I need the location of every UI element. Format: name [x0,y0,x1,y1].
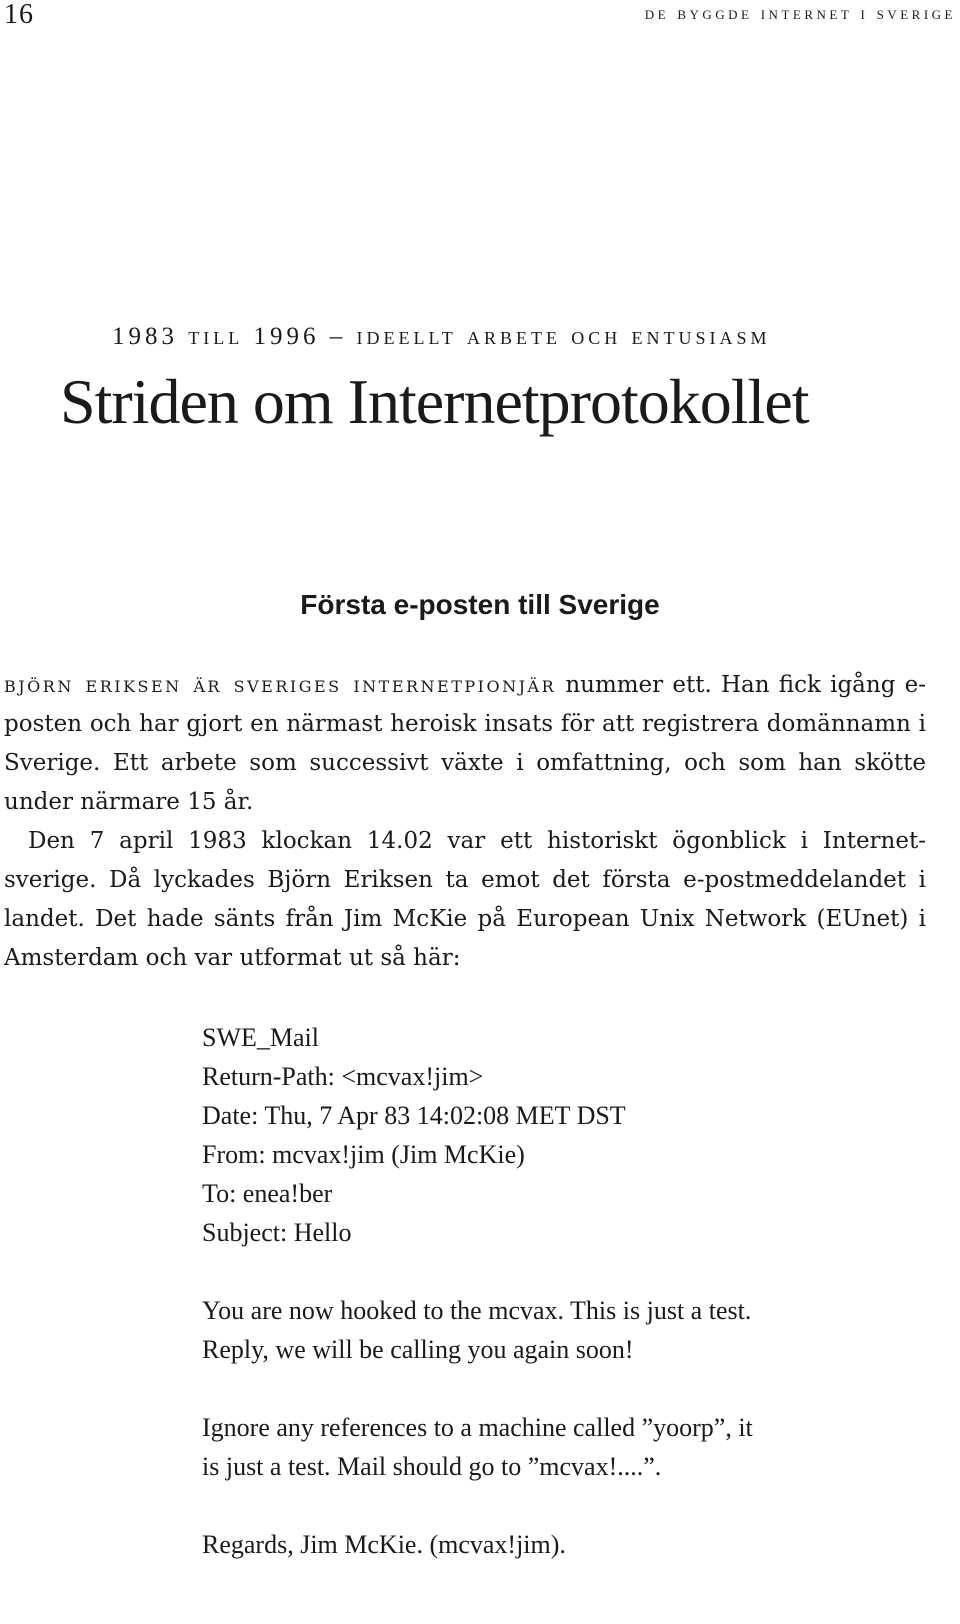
email-signature: Regards, Jim McKie. (mcvax!jim). [202,1530,566,1559]
email-blank-line [202,1486,922,1525]
paragraph-lead-in: björn eriksen är sveriges internetpionjär [4,672,557,698]
section-subheading: Första e-posten till Sverige [300,589,660,620]
page-number: 16 [4,0,34,30]
paragraph-first-email: Den 7 april 1983 klockan 14.02 var ett historiskt ögonblick i Internetsverige. Då lyckades Björn Eriksen ta emot det första e-postmeddelandet i landet. Det hade sänts från Jim McKie på European Unix Network (EUnet) i Amsterdam och var utformat ut så här: [4,828,926,971]
email-body-line: Ignore any references to a machine called ”yoorp”, it [202,1413,753,1442]
email-header-line: Return-Path: <mcvax!jim> [202,1062,484,1091]
section-kicker: 1983 till 1996 – ideellt arbete och entusiasm [112,323,771,350]
email-blank-line [202,1369,922,1408]
email-header-line: Date: Thu, 7 Apr 83 14:02:08 MET DST [202,1101,626,1130]
running-head: de byggde internet i sverige [644,3,956,24]
paragraph-intro [4,666,926,822]
email-body-line: is just a test. Mail should go to ”mcvax!....”. [202,1452,662,1481]
email-header-line: To: enea!ber [202,1179,333,1208]
paragraph-intro-text: nummer ett. Han fick igång e-posten och har gjort en närmast heroisk insats för att registrera domännamn i Sverige. Ett arbete som successivt växte i omfattning, och som han skötte under närmare 15 år. [4,672,926,815]
email-body-line: Reply, we will be calling you again soon! [202,1335,634,1364]
email-header-line: From: mcvax!jim (Jim McKie) [202,1140,525,1169]
email-header-line: SWE_Mail [202,1023,319,1052]
body-text [4,666,926,978]
email-body-line: You are now hooked to the mcvax. This is just a test. [202,1296,752,1325]
chapter-title: Striden om Internetprotokollet [60,366,809,437]
email-header-line: Subject: Hello [202,1218,352,1247]
email-quote [202,1018,922,1564]
email-blank-line [202,1252,922,1291]
